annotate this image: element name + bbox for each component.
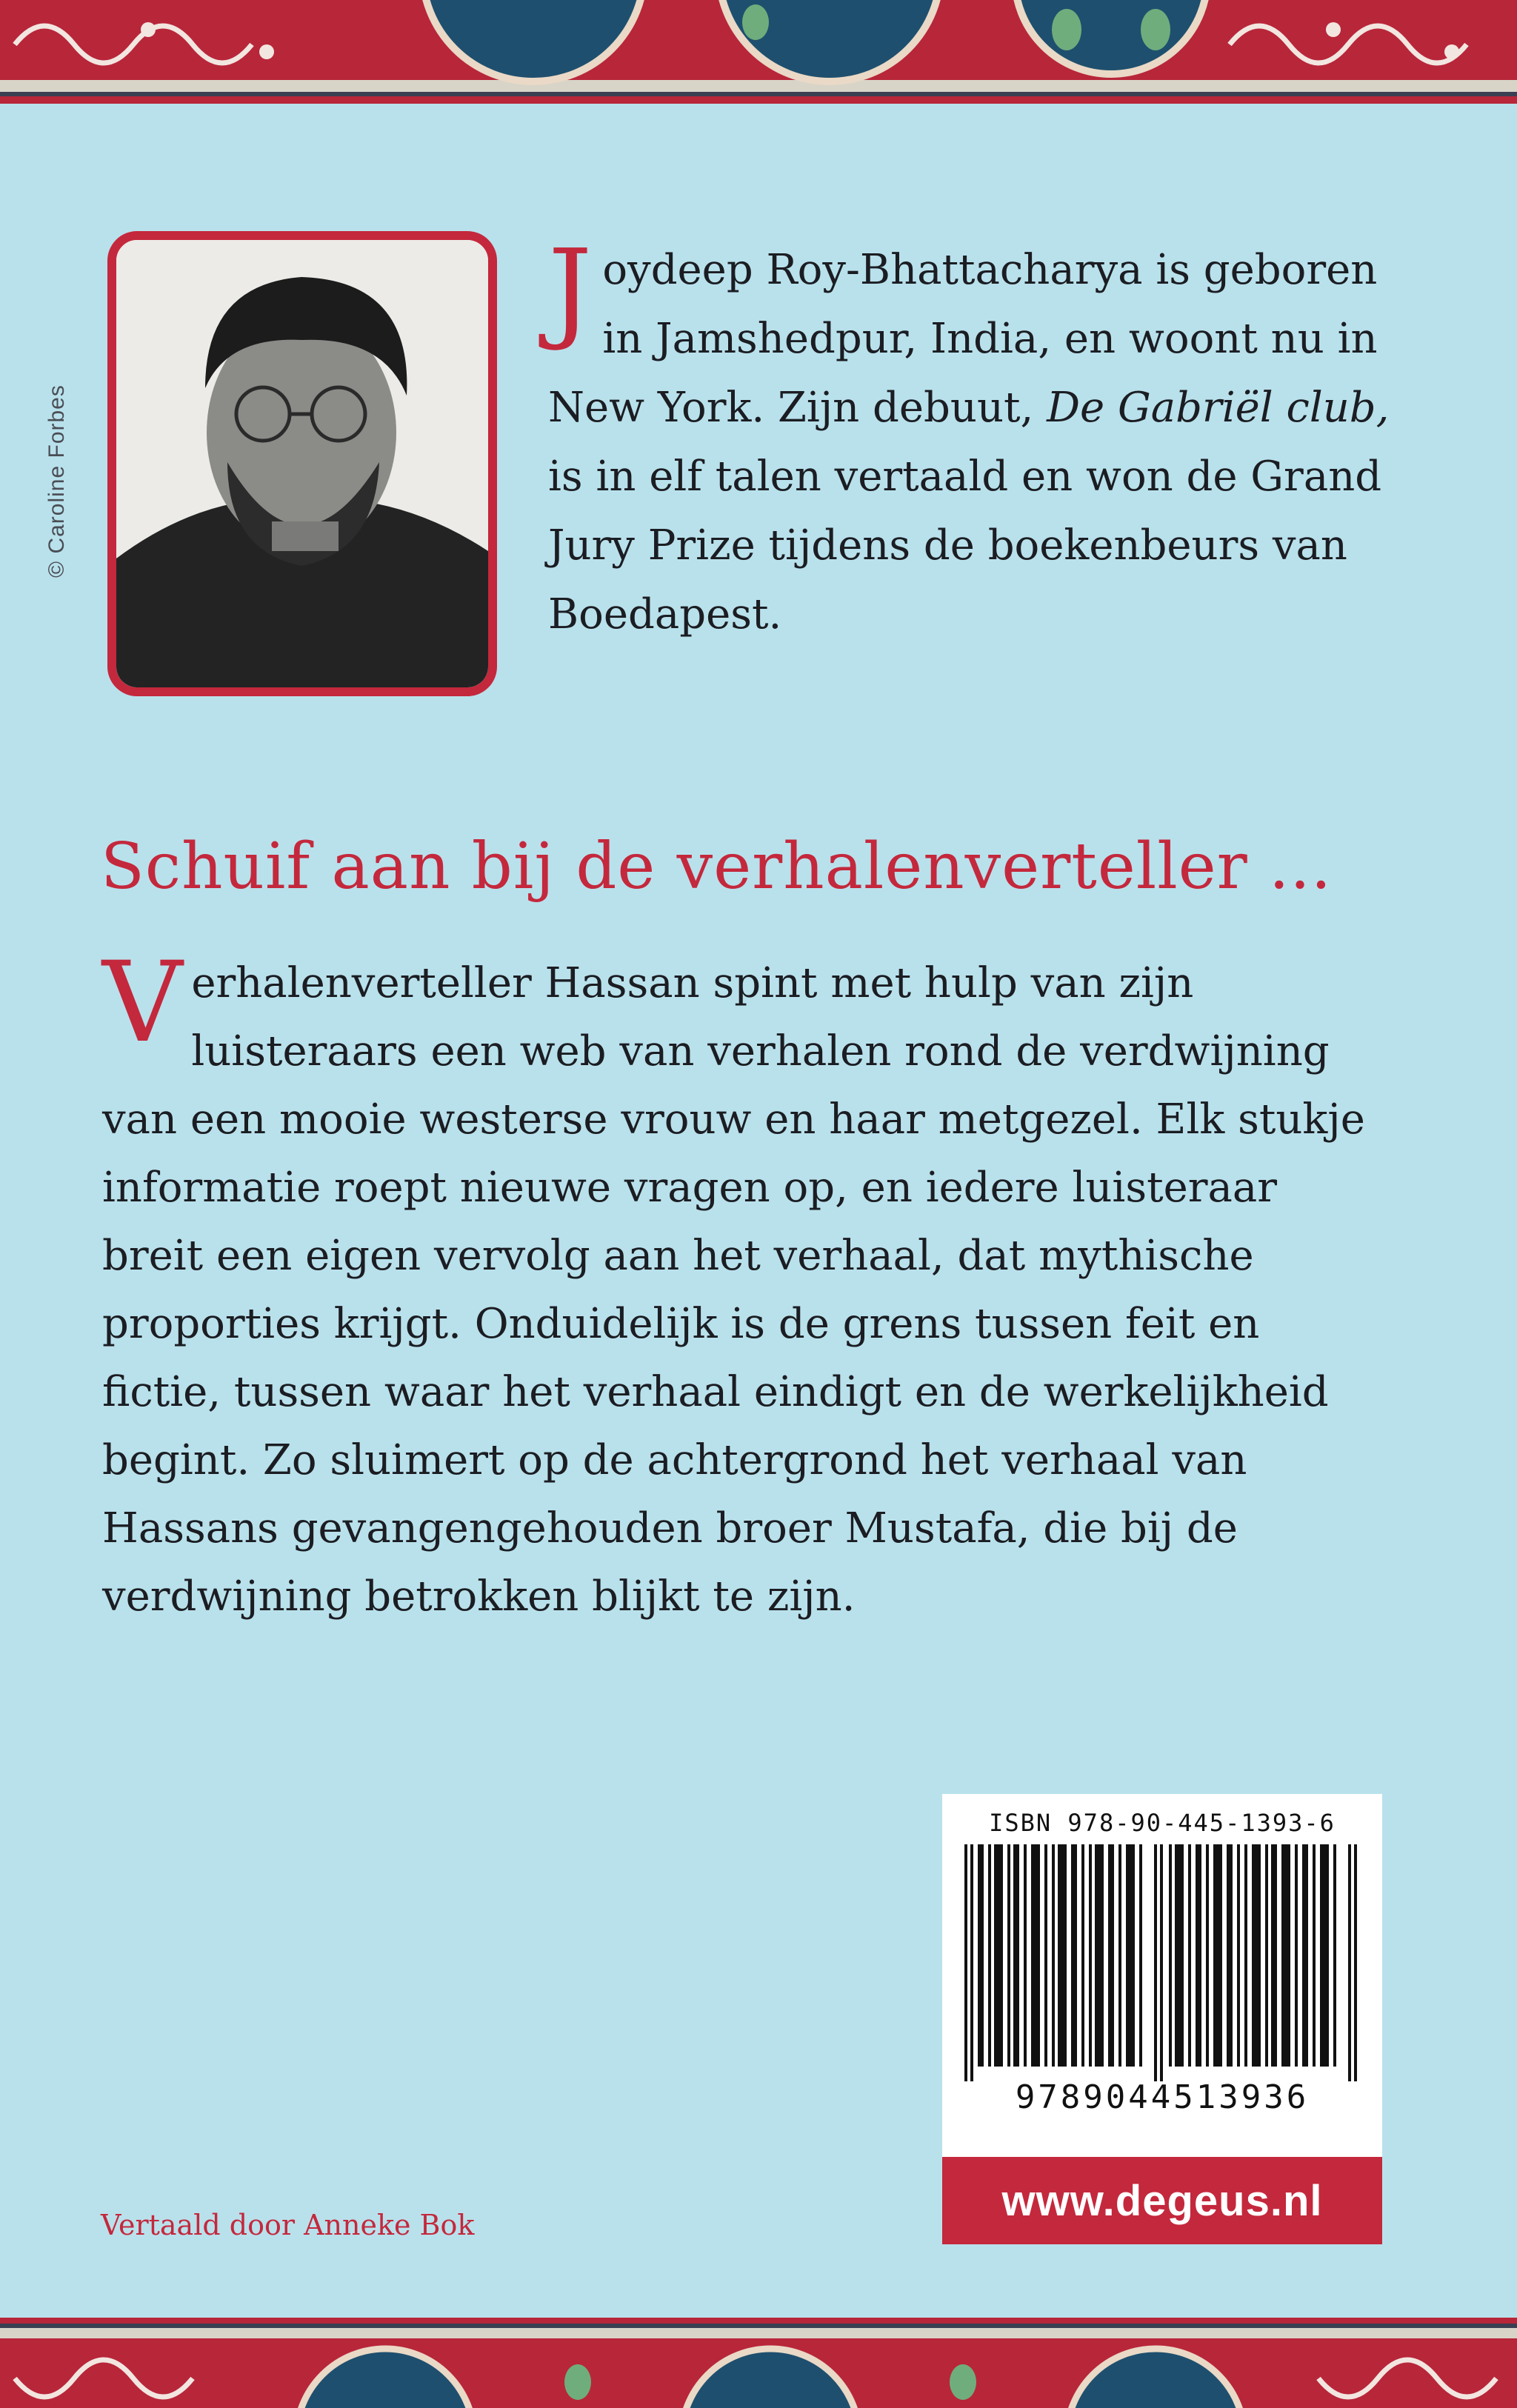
photo-credit: © Caroline Forbes bbox=[44, 384, 69, 578]
bottom-ornament-pattern bbox=[0, 2312, 1517, 2408]
bio-book-title: De Gabriël club, bbox=[1047, 384, 1390, 432]
bio-text-start: oydeep Roy-Bhattacharya is geboren in Jamshedpur, India, en woont nu in New York. Zijn debuut, bbox=[548, 246, 1378, 432]
barcode-image bbox=[960, 1844, 1364, 2081]
top-ornament-pattern bbox=[0, 0, 1517, 111]
story-dropcap: V bbox=[102, 938, 183, 1067]
isbn-barcode-box bbox=[942, 1794, 1382, 2157]
bottom-ornament-band bbox=[0, 2312, 1517, 2408]
author-bio bbox=[548, 226, 1393, 649]
author-photo bbox=[107, 231, 497, 696]
author-portrait-image bbox=[116, 240, 488, 687]
story-text: erhalenverteller Hassan spint met hulp van zijn luisteraars een web van verhalen rond de verdwijning van een mooie westerse vrouw en haar metgezel. Elk stukje informatie roept nieuwe vragen op, en iedere luisteraar breit een eigen vervolg aan het verhaal, dat mythische proporties krijgt. Onduidelijk is de grens tussen feit en fictie, tussen waar het verhaal eindigt en de werkelijkheid begint. Zo sluimert op de achtergrond het verhaal van Hassans gevangengehouden broer Mustafa, die bij de verdwijning betrokken blijkt te zijn. bbox=[102, 959, 1365, 1621]
isbn-label: ISBN 978-90-445-1393-6 bbox=[989, 1809, 1336, 1837]
ean-number: 9789044513936 bbox=[1015, 2078, 1310, 2116]
top-ornament-band bbox=[0, 0, 1517, 111]
bio-text-end: is in elf talen vertaald en won de Grand Jury Prize tijdens de boekenbeurs van Boedapest. bbox=[548, 453, 1382, 638]
story-blurb bbox=[102, 938, 1384, 1631]
bio-dropcap: J bbox=[548, 226, 593, 353]
publisher-website: www.degeus.nl bbox=[942, 2157, 1382, 2244]
blurb-headline: Schuif aan bij de verhalenverteller ... bbox=[101, 830, 1333, 904]
translator-credit: Vertaald door Anneke Bok bbox=[101, 2209, 475, 2241]
